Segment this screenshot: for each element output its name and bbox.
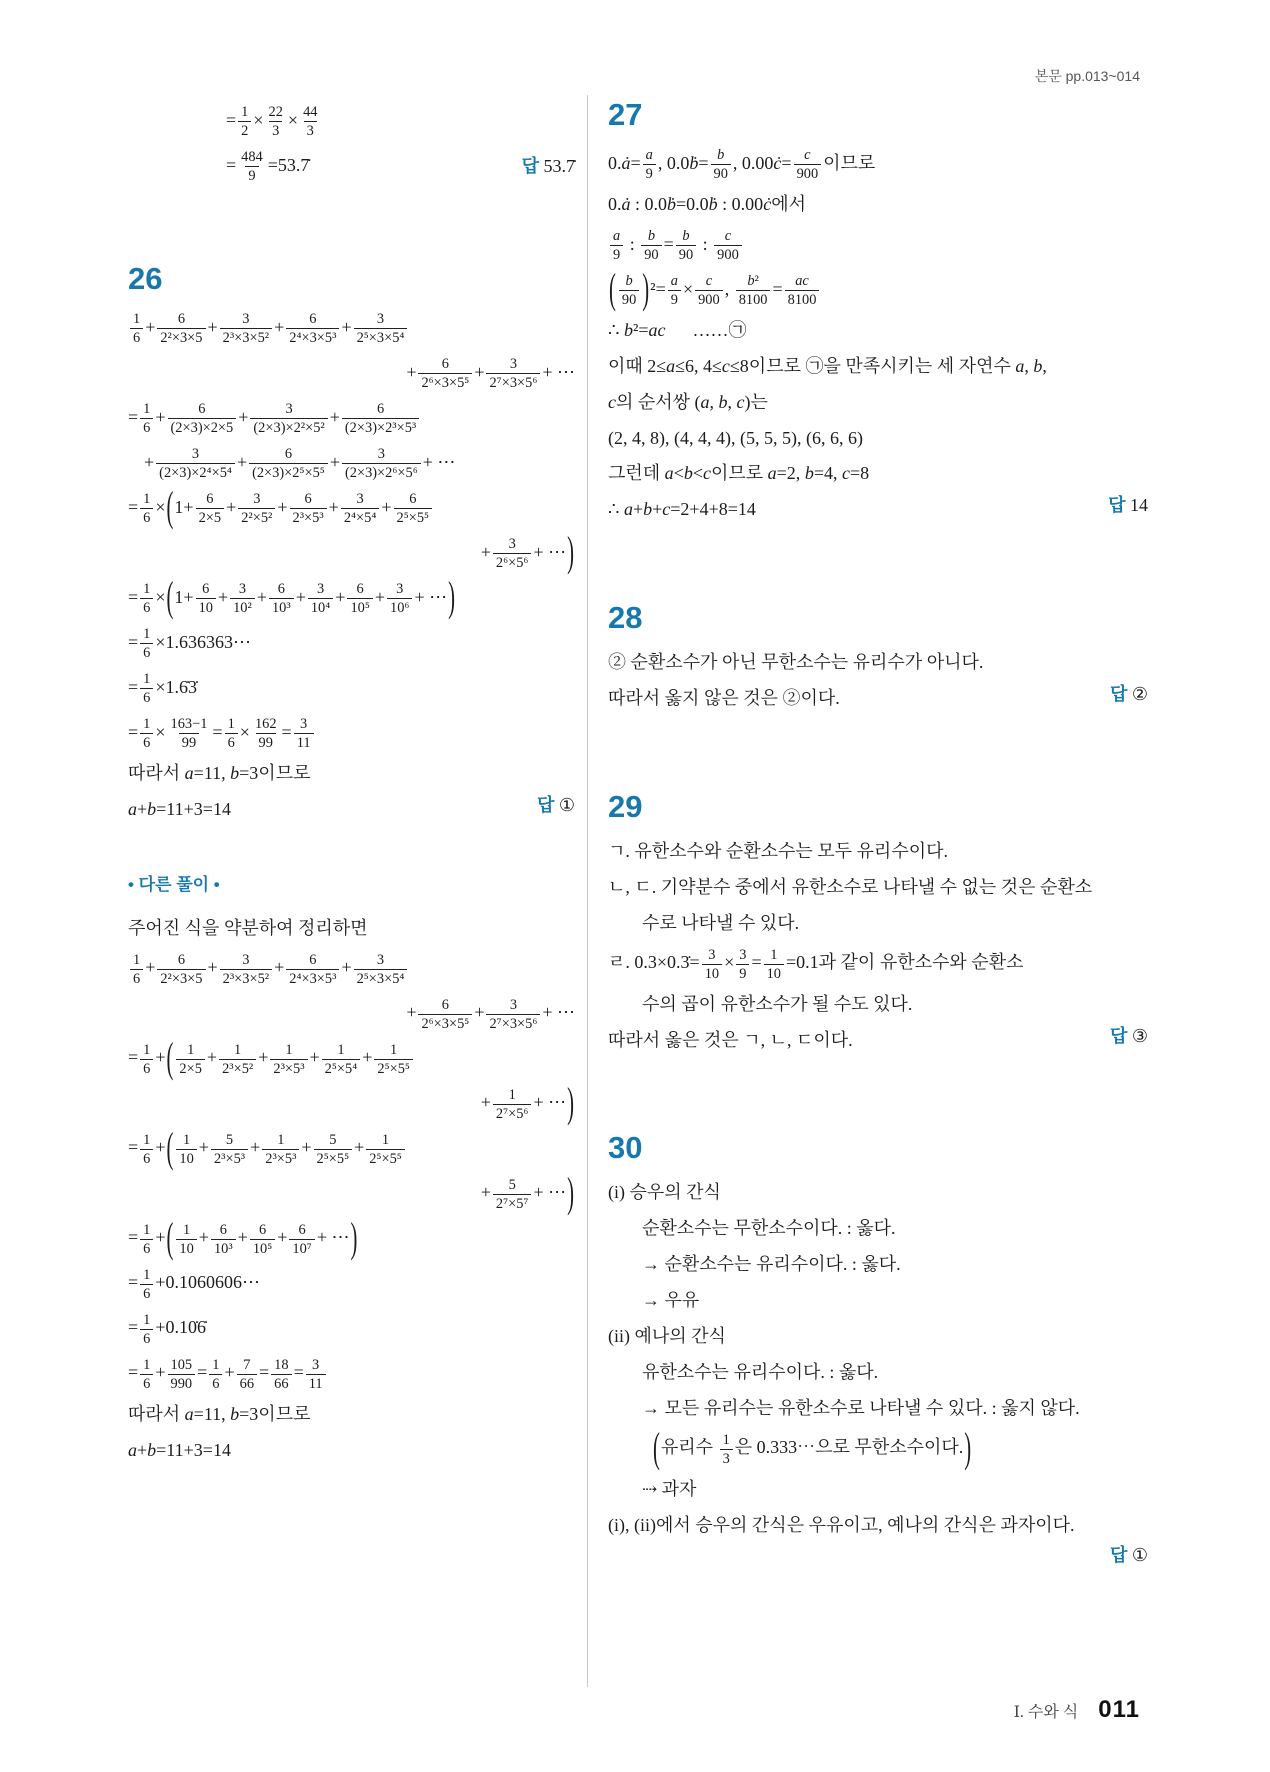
solution-line <box>128 915 575 943</box>
fraction: $\frac{1}{6}$ <box>140 670 153 707</box>
answer-value: ① <box>558 794 575 815</box>
big-paren-open: ( <box>166 1036 174 1082</box>
solution-line <box>128 1356 575 1393</box>
line-content: + $\frac{6}{\text{2⁶×3×5⁵}}$ + $\frac{3}{\text{2⁷×3×5⁶}}$ + ⋯ <box>406 996 575 1032</box>
fraction: $\frac{5}{\text{2³×5³}}$ <box>211 1131 248 1168</box>
line-content: 따라서 a=11, b=3이므로 <box>128 763 311 783</box>
solution-line <box>128 575 575 621</box>
line-content: 주어진 식을 약분하여 정리하면 <box>128 917 368 938</box>
solution-line <box>128 1401 575 1429</box>
fraction: $\frac{3}{\text{(2×3)×2⁶×5⁶}}$ <box>342 445 421 482</box>
line-content: (i), (ii)에서 승우의 간식은 우유이고, 예나의 간식은 과자이다. <box>608 1514 1075 1535</box>
fraction: $\frac{1}{\text{2³×5²}}$ <box>219 1041 256 1078</box>
problem-number: 27 <box>608 97 643 132</box>
fraction: $\frac{3}{\text{2²×5²}}$ <box>238 490 275 527</box>
solution-line <box>128 1126 575 1172</box>
answer-label: 답 <box>1108 495 1126 516</box>
answer <box>1110 1023 1148 1051</box>
solution-line <box>128 760 575 788</box>
big-paren-open: ( <box>609 267 616 313</box>
fraction: $\frac{6}{\text{2⁵×5⁵}}$ <box>394 490 433 527</box>
problem-number: 29 <box>608 789 643 825</box>
answer <box>1108 492 1148 520</box>
big-paren-open: ( <box>166 1126 174 1172</box>
line-content: = $\frac{1}{6}$ ×(1+ $\frac{6}{10}$ + $\frac{3}{\text{10²}}$ + $\frac{6}{\text{10³}}$ + $\frac{3}{\text{10⁴}}$ + $\frac{6}{\text{10⁵}}$ + $\frac{3}{\text{10⁶}}$ + ⋯) <box>128 587 456 607</box>
fraction: $\frac{1}{6}$ <box>140 1266 153 1303</box>
big-paren-close: ) <box>642 267 650 313</box>
answer-label: 답 <box>1109 1025 1128 1046</box>
answer <box>1110 681 1148 709</box>
fraction: $\frac{3}{11}$ <box>306 1356 326 1393</box>
problem-number: 28 <box>608 600 643 636</box>
solution-line <box>608 389 1148 417</box>
fraction: $\frac{163-1}{99}$ <box>170 716 208 751</box>
fraction: $\frac{1}{6}$ <box>130 310 143 347</box>
fraction: $\frac{5}{\text{2⁷×5⁷}}$ <box>493 1176 532 1213</box>
fraction: $\frac{b}{90}$ <box>619 272 639 309</box>
answer-label: 답 <box>1109 684 1128 705</box>
fraction: $\frac{6}{\text{2⁴×3×5³}}$ <box>286 951 339 988</box>
fraction: $\frac{5}{\text{2⁵×5⁵}}$ <box>314 1131 353 1168</box>
line-content: = $\frac{1}{6}$ ×1.6̇3̇ <box>128 671 198 706</box>
big-paren-open: ( <box>166 575 174 621</box>
solution-line <box>128 103 575 140</box>
fraction: $\frac{6}{\text{2²×3×5}}$ <box>157 951 205 988</box>
fraction: $\frac{3}{\text{2³×3×5²}}$ <box>220 951 272 988</box>
fraction: $\frac{6}{\text{10³}}$ <box>211 1221 236 1258</box>
fraction: $\frac{1}{6}$ <box>140 400 153 437</box>
fraction: $\frac{1}{10}$ <box>176 1221 196 1258</box>
line-content: ㄱ. 유한소수와 순환소수는 모두 유리수이다. <box>608 841 948 862</box>
line-content: 그런데 a<b<c이므로 a=2, b=4, c=8 <box>608 463 870 484</box>
line-content: $\frac{1}{6}$ + $\frac{6}{\text{2²×3×5}}$ + $\frac{3}{\text{2³×3×5²}}$ + $\frac{6}{\text{2⁴×3×5³}}$ + $\frac{3}{\text{2⁵×3×5⁴}}$ <box>128 317 409 337</box>
solution-line <box>128 1437 575 1465</box>
fraction: $\frac{18}{66}$ <box>271 1356 291 1393</box>
solution-line <box>608 874 1148 902</box>
fraction: $\frac{3}{\text{2⁵×3×5⁴}}$ <box>354 310 408 347</box>
solution-line <box>128 1036 575 1082</box>
solution-line <box>608 353 1148 381</box>
line-content: a+b=11+3=14 <box>128 1439 231 1460</box>
solution-line <box>128 1216 575 1262</box>
line-content: = $\frac{1}{6}$ +( $\frac{1}{10}$ + $\frac{5}{\text{2³×5³}}$ + $\frac{1}{\text{2³×5³}}$ + $\frac{5}{\text{2⁵×5⁵}}$ + $\frac{1}{\text{2⁵×5⁵}}$ <box>128 1137 407 1157</box>
footer <box>1014 1696 1140 1724</box>
solution-line <box>608 1476 1148 1504</box>
solution-line <box>608 191 1148 219</box>
fraction: $\frac{6}{10}$ <box>196 580 216 617</box>
solution-line <box>128 996 575 1033</box>
line-content: 수로 나타낼 수 있다. <box>642 912 800 933</box>
problem-number: 30 <box>608 1130 643 1166</box>
fraction: $\frac{6}{\text{10⁵}}$ <box>347 580 372 617</box>
answer-value: ③ <box>1131 1025 1148 1046</box>
big-paren-close: ) <box>350 1216 358 1262</box>
solution-line <box>608 1395 1148 1423</box>
fraction: $\frac{b}{90}$ <box>641 227 661 264</box>
fraction: $\frac{b}{90}$ <box>711 146 731 183</box>
fraction: $\frac{6}{\text{(2×3)×2⁵×5⁵}}$ <box>249 445 328 482</box>
fraction: $\frac{6}{2\times 5}$ <box>196 490 225 527</box>
fraction: $\frac{c}{900}$ <box>794 146 822 183</box>
fraction: $\frac{6}{\text{2⁶×3×5⁵}}$ <box>418 355 472 392</box>
fraction: $\frac{1}{3}$ <box>720 1431 733 1468</box>
fraction: $\frac{1}{2\times 5}$ <box>176 1041 205 1078</box>
line-content: ㄹ. 0.3×0.3̇= $\frac{3}{10}$ × $\frac{3}{9}$ = $\frac{1}{10}$ =0.1과 같이 유한소수와 순환소 <box>608 946 1024 982</box>
line-content: + $\frac{5}{\text{2⁷×5⁷}}$ + ⋯) <box>481 1182 575 1202</box>
fraction: $\frac{484}{9}$ <box>241 149 263 184</box>
fraction: $\frac{1}{10}$ <box>764 946 784 983</box>
line-content: = $\frac{1}{6}$ + $\frac{6}{(2\times 3)\times 2\times 5}$ + $\frac{3}{\text{(2×3)×2²×5²}}$ + $\frac{6}{\text{(2×3)×2³×5³}}$ <box>128 407 421 427</box>
fraction: $\frac{6}{\text{2⁴×3×5³}}$ <box>286 310 339 347</box>
fraction: $\frac{3}{9}$ <box>736 946 749 983</box>
fraction: $\frac{22}{3}$ <box>268 104 283 139</box>
fraction: $\frac{1}{6}$ <box>140 580 153 617</box>
solution-line <box>608 838 1148 866</box>
answer <box>1110 1542 1148 1570</box>
fraction: $\frac{a}{9}$ <box>643 146 656 183</box>
solution-line <box>608 1512 1148 1540</box>
line-content: 이때 2≤a≤6, 4≤c≤8이므로 ㉠을 만족시키는 세 자연수 a, b, <box>608 355 1047 376</box>
fraction: $\frac{c}{900}$ <box>695 272 723 309</box>
big-paren-close: ) <box>567 1081 574 1127</box>
fraction: $\frac{6}{(2\times 3)\times 2\times 5}$ <box>168 400 237 437</box>
fraction: $\frac{3}{11}$ <box>294 715 314 752</box>
line-content: $\frac{1}{6}$ + $\frac{6}{\text{2²×3×5}}$ + $\frac{3}{\text{2³×3×5²}}$ + $\frac{6}{\text{2⁴×3×5³}}$ + $\frac{3}{\text{2⁵×3×5⁴}}$ <box>128 957 409 977</box>
big-paren-close: ) <box>448 575 455 621</box>
solution-line <box>608 1251 1148 1279</box>
line-content: = $\frac{1}{6}$ ×1.636363⋯ <box>128 626 252 661</box>
fraction: $\frac{6}{\text{10³}}$ <box>269 580 294 617</box>
answer-value: 14 <box>1130 495 1148 516</box>
answer-label: 답 <box>521 156 539 177</box>
fraction: $\frac{1}{6}$ <box>140 1221 153 1258</box>
fraction: $\frac{1}{\text{2⁵×5⁵}}$ <box>374 1041 413 1078</box>
fraction: $\frac{1}{6}$ <box>140 1356 153 1393</box>
solution-line <box>608 649 1148 677</box>
fraction: $\frac{a}{9}$ <box>610 227 623 264</box>
line-content: ㄴ, ㄷ. 기약분수 중에서 유한소수로 나타낼 수 없는 것은 순환소 <box>608 876 1093 897</box>
line-content: + $\frac{3}{\text{(2×3)×2⁴×5⁴}}$ + $\frac{6}{\text{(2×3)×2⁵×5⁵}}$ + $\frac{3}{\text{(2×3)×2⁶×5⁶}}$ + ⋯ <box>144 446 456 481</box>
line-content: ∴ b²=ac ……㉠ <box>608 319 747 340</box>
solution-line <box>128 796 575 824</box>
answer-value: ① <box>1131 1544 1148 1565</box>
answer <box>522 153 575 181</box>
fraction: $\frac{1}{\text{2⁵×5⁵}}$ <box>366 1131 405 1168</box>
line-content: = $\frac{484}{9}$ =53.7̇ <box>226 149 310 184</box>
answer-label: 답 <box>1109 1544 1128 1565</box>
line-content: 따라서 a=11, b=3이므로 <box>128 1403 311 1424</box>
line-content: = $\frac{1}{6}$ +( $\frac{1}{2\times 5}$ + $\frac{1}{\text{2³×5²}}$ + $\frac{1}{\text{2³×5³}}$ + $\frac{1}{\text{2⁵×5⁴}}$ + $\frac{1}{\text{2⁵×5⁵}}$ <box>128 1047 415 1067</box>
answer-value: ② <box>1131 684 1148 705</box>
fraction: $\frac{3}{10}$ <box>702 946 722 983</box>
solution-line <box>608 146 1148 183</box>
fraction: $\frac{3}{\text{(2×3)×2²×5²}}$ <box>250 400 327 437</box>
fraction: $\frac{1}{\text{2⁵×5⁴}}$ <box>322 1041 361 1078</box>
answer <box>537 792 575 820</box>
solution-line <box>608 991 1148 1019</box>
solution-line <box>608 1287 1148 1315</box>
header-page-reference: 본문 pp.013~014 <box>1034 68 1140 84</box>
fraction: $\frac{1}{6}$ <box>140 1311 153 1348</box>
line-content: = $\frac{1}{2}$ × $\frac{22}{3}$ × $\frac{44}{3}$ <box>226 110 322 130</box>
big-paren-close: ) <box>567 1171 574 1217</box>
answer-label: 답 <box>536 794 555 815</box>
fraction: $\frac{3}{\text{2³×3×5²}}$ <box>220 310 272 347</box>
solution-line <box>128 310 575 347</box>
line-content: 따라서 옳은 것은 ㄱ, ㄴ, ㄷ이다. <box>608 1029 853 1050</box>
solution-line <box>608 1426 1148 1472</box>
solution-line <box>608 1179 1148 1207</box>
solution-line <box>608 685 1148 713</box>
fraction: $\frac{1}{\text{2⁷×5⁶}}$ <box>493 1086 532 1123</box>
fraction: $\frac{3}{\text{2⁶×5⁶}}$ <box>493 535 532 572</box>
problem-number: 26 <box>128 261 163 296</box>
line-content: = $\frac{1}{6}$ × $\frac{163-1}{99}$ = $\frac{1}{6}$ × $\frac{162}{99}$ = $\frac{3}{11}$ <box>128 722 316 742</box>
solution-line <box>608 946 1148 983</box>
fraction: $\frac{162}{99}$ <box>254 716 277 751</box>
fraction: $\frac{3}{\text{10²}}$ <box>230 580 255 617</box>
fraction: $\frac{1}{6}$ <box>140 715 153 752</box>
line-content: ∴ a+b+c=2+4+8=14 <box>608 499 756 520</box>
big-paren-close: ) <box>567 530 574 576</box>
line-content: 수의 곱이 유한소수가 될 수도 있다. <box>642 993 913 1014</box>
line-content: + $\frac{3}{\text{2⁶×5⁶}}$ + ⋯) <box>481 542 575 562</box>
line-content: 따라서 옳지 않은 것은 ②이다. <box>608 688 840 709</box>
line-content: 순환소수는 무한소수이다. : 옳다. <box>642 1218 896 1239</box>
fraction: $\frac{6}{\text{10⁷}}$ <box>289 1221 314 1258</box>
solution-line <box>128 148 575 185</box>
fraction: $\frac{1}{6}$ <box>225 715 238 752</box>
fraction: $\frac{3}{\text{2⁷×3×5⁶}}$ <box>486 996 540 1033</box>
fraction: $\frac{ac}{8100}$ <box>785 272 820 309</box>
solution-line <box>608 910 1148 938</box>
line-content: 0.ȧ= $\frac{a}{9}$ , 0.0ḃ= $\frac{b}{90}$ , 0.00ċ= $\frac{c}{900}$ 이므로 <box>608 147 876 182</box>
line-content: c의 순서쌍 (a, b, c)는 <box>608 391 768 412</box>
fraction: $\frac{1}{2}$ <box>238 103 251 140</box>
fraction: $\frac{1}{10}$ <box>176 1131 196 1168</box>
solution-line <box>128 485 575 531</box>
fraction: $\frac{6}{\text{2⁶×3×5⁵}}$ <box>418 996 472 1033</box>
line-content: (ii) 예나의 간식 <box>608 1326 726 1347</box>
big-paren-open: ( <box>166 485 174 531</box>
fraction: $\frac{105}{990}$ <box>168 1356 196 1393</box>
solution-line <box>128 715 575 752</box>
answer-line <box>608 1544 1148 1573</box>
fraction: $\frac{3}{\text{2⁵×3×5⁴}}$ <box>354 951 408 988</box>
line-content: + $\frac{6}{\text{2⁶×3×5⁵}}$ + $\frac{3}{\text{2⁷×3×5⁶}}$ + ⋯ <box>406 356 575 391</box>
solution-line <box>128 400 575 437</box>
answer-value: 53.7̇ <box>543 156 575 177</box>
big-paren-open: ( <box>166 1216 174 1262</box>
two-column-layout <box>128 95 1148 1687</box>
solution-line <box>128 1311 575 1348</box>
line-content: = $\frac{1}{6}$ ×(1+ $\frac{6}{2\times 5}$ + $\frac{3}{\text{2²×5²}}$ + $\frac{6}{\text{2³×5³}}$ + $\frac{3}{\text{2⁴×5⁴}}$ + $\frac{6}{\text{2⁵×5⁵}}$ <box>128 497 434 517</box>
line-content: 유한소수는 유리수이다. : 옳다. <box>642 1361 879 1382</box>
line-content: = $\frac{1}{6}$ +( $\frac{1}{10}$ + $\frac{6}{\text{10³}}$ + $\frac{6}{\text{10⁵}}$ + $\frac{6}{\text{10⁷}}$ + ⋯) <box>128 1227 358 1247</box>
fraction: $\frac{a}{9}$ <box>668 272 681 309</box>
solution-line <box>128 1266 575 1303</box>
solution-line <box>608 227 1148 264</box>
line-content: = $\frac{1}{6}$ + $\frac{105}{990}$ = $\frac{1}{6}$ + $\frac{7}{66}$ = $\frac{18}{66}$ = $\frac{3}{11}$ <box>128 1362 328 1382</box>
line-content: = $\frac{1}{6}$ +0.1060606⋯ <box>128 1266 261 1302</box>
big-paren-close: ) <box>964 1426 972 1472</box>
fraction: $\frac{b}{90}$ <box>676 227 696 264</box>
solution-line <box>128 530 575 576</box>
line-content: $\frac{a}{9}$ : $\frac{b}{90}$ = $\frac{b}{90}$ : $\frac{c}{900}$ <box>608 234 744 254</box>
fraction: $\frac{1}{6}$ <box>140 1131 153 1168</box>
fraction: $\frac{3}{\text{2⁷×3×5⁶}}$ <box>486 355 540 392</box>
line-content: → 우유 <box>642 1290 700 1311</box>
fraction: $\frac{1}{6}$ <box>209 1356 222 1393</box>
line-content: = $\frac{1}{6}$ +0.10̇6̇ <box>128 1311 207 1347</box>
alternative-solution-heading: • 다른 풀이 • <box>128 874 220 894</box>
solution-line <box>608 496 1148 524</box>
line-content: ⇢ 과자 <box>642 1478 697 1499</box>
fraction: $\frac{c}{900}$ <box>714 227 742 264</box>
fraction: $\frac{1}{6}$ <box>140 490 153 527</box>
solution-line <box>128 355 575 392</box>
fraction: $\frac{3}{\text{10⁴}}$ <box>308 580 333 617</box>
fraction: $\frac{7}{66}$ <box>237 1356 257 1393</box>
solution-line <box>128 445 575 482</box>
line-content: (유리수 $\frac{1}{3}$ 은 0.333⋯으로 무한소수이다.) <box>652 1437 972 1457</box>
fraction: $\frac{1}{\text{2³×5³}}$ <box>262 1131 299 1168</box>
solution-line <box>128 625 575 662</box>
solution-line <box>608 1359 1148 1387</box>
line-content: → 순환소수는 유리수이다. : 옳다. <box>642 1254 901 1275</box>
fraction: $\frac{3}{\text{10⁶}}$ <box>387 580 412 617</box>
footer-page-number: 011 <box>1098 1696 1140 1723</box>
big-paren-open: ( <box>653 1426 660 1472</box>
solution-line <box>608 460 1148 488</box>
solution-line <box>608 425 1148 453</box>
fraction: $\frac{44}{3}$ <box>303 104 318 139</box>
line-content: → 모든 유리수는 유한소수로 나타낼 수 있다. : 옳지 않다. <box>642 1397 1080 1418</box>
fraction: $\frac{6}{\text{10⁵}}$ <box>250 1221 275 1258</box>
fraction: $\frac{\text{b²}}{8100}$ <box>736 272 771 309</box>
solution-line <box>128 1081 575 1127</box>
solution-line <box>608 267 1148 313</box>
solution-line <box>608 1323 1148 1351</box>
line-content: 0.ȧ : 0.0ḃ=0.0ḃ : 0.00ċ에서 <box>608 194 806 214</box>
fraction: $\frac{3}{\text{2⁴×5⁴}}$ <box>341 490 380 527</box>
solution-line <box>128 670 575 707</box>
line-content: a+b=11+3=14 <box>128 798 231 819</box>
left-column <box>128 95 587 1687</box>
solution-line <box>608 1027 1148 1055</box>
solution-line <box>608 317 1148 345</box>
solution-line <box>128 951 575 988</box>
fraction: $\frac{1}{6}$ <box>140 625 153 662</box>
footer-chapter-title: Ⅰ. 수와 식 <box>1013 1704 1079 1721</box>
right-column <box>588 95 1148 1687</box>
fraction: $\frac{1}{\text{2³×5³}}$ <box>270 1041 307 1078</box>
line-content: ② 순환소수가 아닌 무한소수는 유리수가 아니다. <box>608 652 984 673</box>
fraction: $\frac{1}{6}$ <box>140 1041 153 1078</box>
solution-line <box>608 1215 1148 1243</box>
line-content: + $\frac{1}{\text{2⁷×5⁶}}$ + ⋯) <box>481 1092 575 1112</box>
line-content: (i) 승우의 간식 <box>608 1182 721 1203</box>
fraction: $\frac{6}{\text{2²×3×5}}$ <box>157 310 205 347</box>
line-content: ( $\frac{b}{90}$ )²= $\frac{a}{9}$ × $\frac{c}{900}$ , $\frac{\text{b²}}{8100}$ = $\frac{ac}{8100}$ <box>608 279 821 299</box>
fraction: $\frac{3}{\text{(2×3)×2⁴×5⁴}}$ <box>156 445 235 482</box>
fraction: $\frac{6}{\text{(2×3)×2³×5³}}$ <box>342 400 419 437</box>
fraction: $\frac{6}{\text{2³×5³}}$ <box>290 490 327 527</box>
fraction: $\frac{1}{6}$ <box>130 951 143 988</box>
line-content: (2, 4, 8), (4, 4, 4), (5, 5, 5), (6, 6, 6) <box>608 427 863 448</box>
